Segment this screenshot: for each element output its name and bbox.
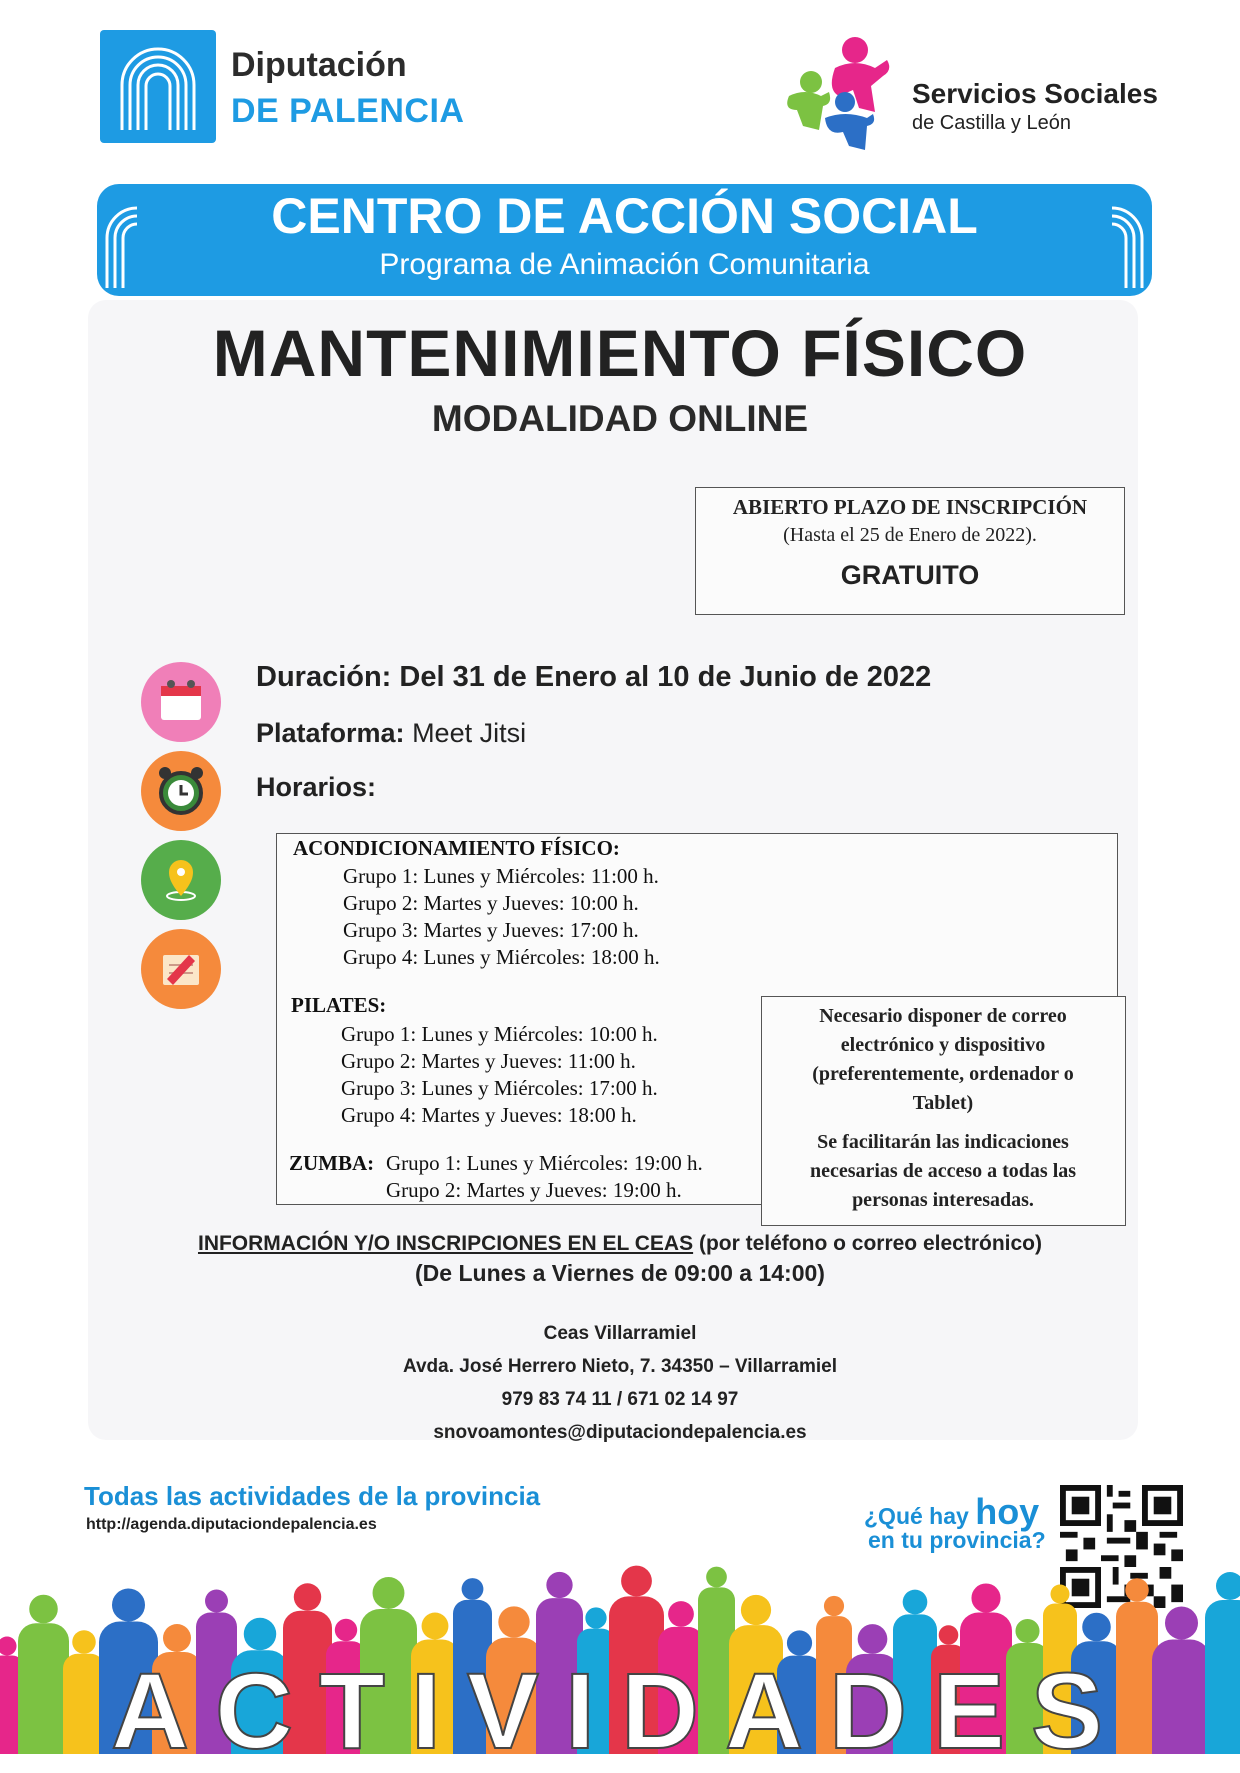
calendar-circle xyxy=(141,662,221,742)
access-text: necesarias de acceso a todas las xyxy=(809,1160,1077,1182)
list-item: Grupo 4: Lunes y Miércoles: 18:00 h. xyxy=(343,945,660,969)
diputacion-province: DE PALENCIA xyxy=(231,92,465,130)
servicios-sociales-region: de Castilla y León xyxy=(912,112,1071,134)
office-address: Avda. José Herrero Nieto, 7. 34350 – Villarramiel xyxy=(402,1356,838,1377)
requirement-text: electrónico y dispositivo xyxy=(840,1034,1046,1056)
info-channels: (por teléfono o correo electrónico) xyxy=(698,1232,1042,1255)
location-circle xyxy=(141,840,221,920)
list-item: Grupo 3: Martes y Jueves: 17:00 h. xyxy=(343,918,639,942)
pilates-title: PILATES: xyxy=(291,993,387,1017)
registration-price: GRATUITO xyxy=(840,560,980,590)
page-subtitle: MODALIDAD ONLINE xyxy=(431,398,809,439)
list-item: Grupo 2: Martes y Jueves: 11:00 h. xyxy=(341,1049,636,1073)
platform-value: Meet Jitsi xyxy=(412,718,527,748)
office-hours: (De Lunes a Viernes de 09:00 a 14:00) xyxy=(415,1260,825,1286)
list-item: Grupo 2: Martes y Jueves: 19:00 h. xyxy=(386,1178,682,1202)
people-puzzle-icon xyxy=(787,37,889,150)
zumba-title: ZUMBA: xyxy=(289,1151,375,1175)
office-phones: 979 83 74 11 / 671 02 14 97 xyxy=(501,1389,739,1410)
list-item: Grupo 1: Lunes y Miércoles: 10:00 h. xyxy=(341,1022,658,1046)
access-text: Se facilitarán las indicaciones xyxy=(817,1131,1069,1153)
actividades-banner: ACTIVIDADES xyxy=(110,1650,1130,1771)
hoy-word: hoy xyxy=(975,1491,1040,1532)
requirement-text: Tablet) xyxy=(912,1092,974,1114)
servicios-sociales-logo xyxy=(775,30,905,160)
access-text: personas interesadas. xyxy=(852,1189,1034,1211)
diputacion-name: Diputación xyxy=(231,46,407,84)
list-item: Grupo 1: Lunes y Miércoles: 19:00 h. xyxy=(386,1151,703,1175)
info-heading: INFORMACIÓN Y/O INSCRIPCIONES EN EL CEAS xyxy=(197,1232,694,1255)
page-title: MANTENIMIENTO FÍSICO xyxy=(212,316,1028,390)
arch-icon xyxy=(100,30,216,143)
alarm-clock-icon xyxy=(141,751,221,831)
list-item: Grupo 4: Martes y Jueves: 18:00 h. xyxy=(341,1103,637,1127)
footer-question-2: en tu provincia? xyxy=(868,1527,1046,1553)
footer-question: ¿Qué hay hoy xyxy=(864,1491,1040,1532)
platform-line xyxy=(256,718,526,749)
duration-line xyxy=(256,661,931,694)
office-email[interactable]: snovoamontes@diputaciondepalencia.es xyxy=(433,1422,807,1443)
duration-label: Duración: xyxy=(256,661,392,693)
platform-label: Plataforma: xyxy=(256,718,405,748)
footer-url[interactable]: http://agenda.diputaciondepalencia.es xyxy=(86,1516,377,1533)
requirement-text: (preferentemente, ordenador o xyxy=(812,1063,1074,1085)
requirement-text: Necesario disponer de correo xyxy=(819,1005,1067,1027)
notebook-pencil-icon xyxy=(141,929,221,1009)
location-pin-icon xyxy=(141,840,221,920)
banner-title: CENTRO DE ACCIÓN SOCIAL xyxy=(271,188,978,244)
office-name: Ceas Villarramiel xyxy=(543,1323,697,1344)
banner-subtitle: Programa de Animación Comunitaria xyxy=(379,248,870,281)
schedule-label: Horarios: xyxy=(256,772,377,802)
duration-value: Del 31 de Enero al 10 de Junio de 2022 xyxy=(399,661,932,693)
notebook-circle xyxy=(141,929,221,1009)
clock-circle xyxy=(141,751,221,831)
list-item: Grupo 2: Martes y Jueves: 10:00 h. xyxy=(343,891,639,915)
info-line xyxy=(0,1232,1240,1256)
diputacion-logo xyxy=(100,30,216,143)
acond-title: ACONDICIONAMIENTO FÍSICO: xyxy=(293,836,620,860)
list-item: Grupo 3: Lunes y Miércoles: 17:00 h. xyxy=(341,1076,658,1100)
registration-deadline: (Hasta el 25 de Enero de 2022). xyxy=(783,524,1037,546)
footer-title: Todas las actividades de la provincia xyxy=(84,1481,541,1511)
calendar-icon xyxy=(141,662,221,742)
registration-open: ABIERTO PLAZO DE INSCRIPCIÓN xyxy=(732,495,1088,519)
list-item: Grupo 1: Lunes y Miércoles: 11:00 h. xyxy=(343,864,659,888)
servicios-sociales-name: Servicios Sociales xyxy=(912,78,1158,109)
